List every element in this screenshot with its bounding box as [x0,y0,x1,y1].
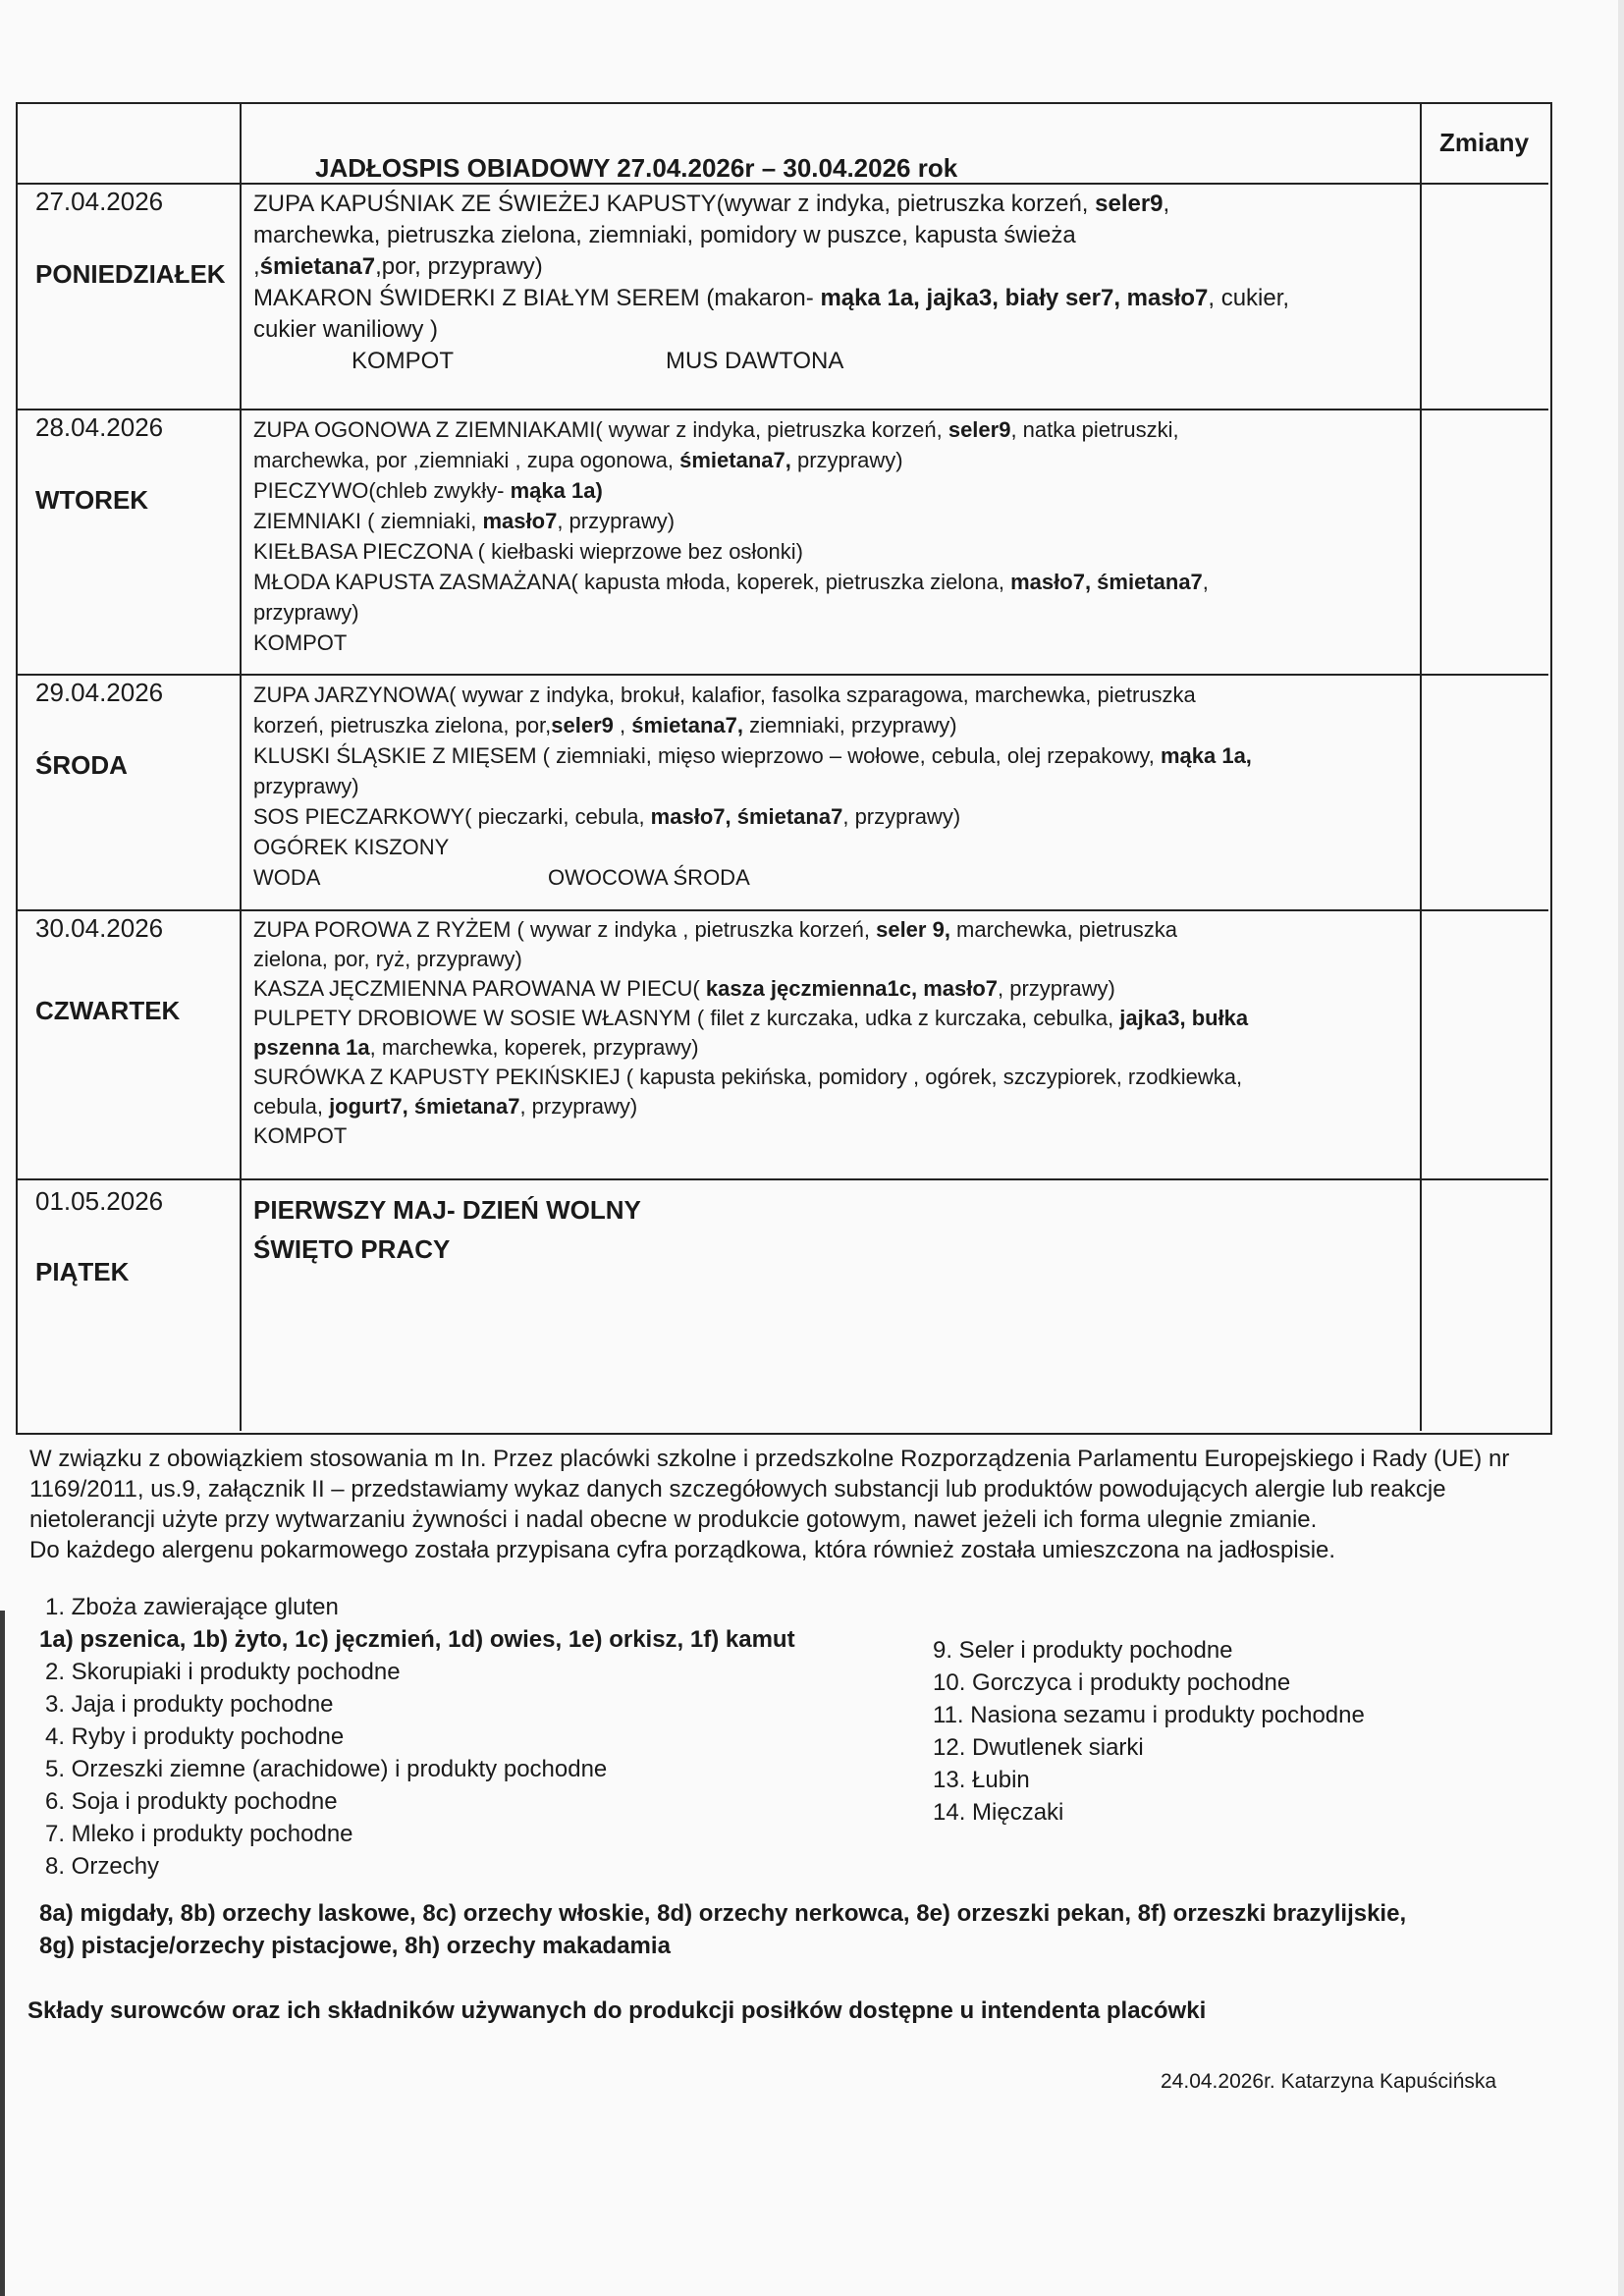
allergen-item: 14. Mięczaki [933,1799,1064,1826]
allergen-highlight: seler9 [947,417,1011,442]
dish-line [253,915,1432,945]
dish-line [253,1033,1432,1063]
dish-line [253,771,1432,801]
dish-text: , przyprawy) [842,804,961,829]
dish-text: , natka pietruszki, [1010,417,1179,442]
dish-text: cukier waniliowy ) [253,316,439,343]
dish-text: , przyprawy) [998,976,1115,1001]
legal-paragraph: W związku z obowiązkiem stosowania m In. Przez placówki szkolne i przedszkolne Rozporządzenia Parlamentu Europejskiego i Rady (UE) nr 1169/2011, us.9, załącznik II – przedstawiamy wykaz danych szczegółowych substancji lub produktów powodujących alergie lub reakcje nietolerancji użyte przy wytwarzaniu żywności i nadal obecne w produkcie gotowym, nawet jeżeli ich forma ulegnie zmianie. [29,1446,1510,1533]
dish-text: marchewka, pietruszka [949,917,1178,942]
dish-line [253,445,1432,475]
dish-text: ZUPA OGONOWA Z ZIEMNIAKAMI( wywar z indyka, pietruszka korzeń, [253,417,948,442]
day-date: 01.05.2026 [35,1186,164,1216]
day-dishes [253,189,1432,377]
scan-edge-right [1618,0,1624,2296]
dish-text: przyprawy) [790,448,903,472]
dish-text: ,por, przyprawy) [375,253,543,280]
dish-line [253,251,1432,283]
dish-text: przyprawy) [253,774,359,798]
menu-title: JADŁOSPIS OBIADOWY 27.04.2026r – 30.04.2026 rok [315,153,958,183]
allergen-item: 5. Orzeszki ziemne (arachidowe) i produkty pochodne [45,1756,608,1782]
dish-text: KIEŁBASA PIECZONA ( kiełbaski wieprzowe bez osłonki) [253,539,804,564]
day-dishes [253,680,1432,893]
allergen-item: 13. Łubin [933,1767,1030,1793]
nut-subtypes [39,1897,1571,1962]
day-name: WTOREK [35,485,149,515]
allergen-highlight: mąka 1a, [1160,743,1252,768]
dish-text: ZUPA POROWA Z RYŻEM ( wywar z indyka , pietruszka korzeń, [253,917,877,942]
column-divider-days [240,102,242,1431]
allergen-legal-notice [29,1444,1571,1565]
day-name: PONIEDZIAŁEK [35,259,226,289]
row-divider [16,409,1548,410]
allergen-items [933,1634,1483,1829]
changes-column-header: Zmiany [1439,128,1530,157]
dish-line [253,536,1432,567]
dish-extras [253,862,1432,893]
holiday-line: ŚWIĘTO PRACY [253,1234,451,1264]
dish-text: ZUPA JARZYNOWA( wywar z indyka, brokuł, kalafior, fasolka szparagowa, marchewka, pietruszka [253,683,1196,707]
dish-text: MŁODA KAPUSTA ZASMAŻANA( kapusta młoda, koperek, pietruszka zielona, [253,570,1011,594]
allergen-item: 11. Nasiona sezamu i produkty pochodne [933,1702,1365,1728]
dish-text: , [613,713,632,738]
row-divider [16,1178,1548,1180]
allergen-highlight: kasza jęczmienna1c, masło7 [705,976,999,1001]
allergen-highlight: jogurt7, śmietana7 [329,1094,520,1119]
dish-line [253,414,1432,445]
day-date: 30.04.2026 [35,913,164,943]
dish-text: przyprawy) [253,600,359,625]
row-divider [16,909,1548,911]
dish-text: ZUPA KAPUŚNIAK ZE ŚWIEŻEJ KAPUSTY(wywar z indyka, pietruszka korzeń, [253,191,1096,217]
menu-table [16,102,1550,1433]
dish-text: MAKARON ŚWIDERKI Z BIAŁYM SEREM (makaron- [253,285,821,311]
allergen-highlight: masło7, śmietana7 [1010,570,1203,594]
dish-line [253,1063,1432,1092]
date-signature: 24.04.2026r. Katarzyna Kapuścińska [1161,2070,1497,2093]
legal-paragraph: Do każdego alergenu pokarmowego została przypisana cyfra porządkowa, która również została umieszczona na jadłospisie. [29,1537,1336,1563]
dish-line [253,974,1432,1004]
dish-text: PIECZYWO(chleb zwykły- [253,478,511,503]
scan-edge-shadow [0,1611,5,2296]
allergen-highlight: śmietana7, [631,713,743,738]
allergen-list-left [39,1591,929,1883]
dish-text: KOMPOT [253,1123,348,1148]
extra-right: MUS DAWTONA [666,348,844,374]
dish-text: SURÓWKA Z KAPUSTY PEKIŃSKIEJ ( kapusta pekińska, pomidory , ogórek, szczypiorek, rzodkiewka, [253,1065,1243,1089]
dish-line [253,314,1432,346]
dish-text: PULPETY DROBIOWE W SOSIE WŁASNYM ( filet z kurczaka, udka z kurczaka, cebulka, [253,1006,1120,1030]
day-date: 27.04.2026 [35,187,164,216]
dish-text: , [1163,191,1170,217]
dish-line [253,189,1432,220]
day-name: CZWARTEK [35,996,181,1025]
extra-left: WODA [253,865,321,890]
allergen-highlight: masło7, śmietana7 [650,804,843,829]
dish-text: , [1202,570,1209,594]
dish-text: , przyprawy) [519,1094,638,1119]
day-dishes [253,1190,1432,1269]
allergen-item: 4. Ryby i produkty pochodne [45,1723,345,1750]
allergen-highlight: śmietana7, [679,448,791,472]
day-dishes [253,915,1432,1151]
dish-line [253,628,1432,658]
ingredients-availability-note: Składy surowców oraz ich składników używanych do produkcji posiłków dostępne u intendenta placówki [27,1997,1207,2024]
dish-line [253,740,1432,771]
dish-line [253,283,1432,314]
day-name: ŚRODA [35,750,128,780]
dish-line [253,597,1432,628]
allergen-highlight: mąka 1a, jajka3, biały ser7, masło7 [820,285,1209,311]
allergen-item: 1. Zboża zawierające gluten [45,1594,339,1620]
dish-text: SOS PIECZARKOWY( pieczarki, cebula, [253,804,651,829]
dish-line [253,220,1432,251]
dish-text: ziemniaki, przyprawy) [742,713,957,738]
allergen-highlight: śmietana7 [259,253,376,280]
dish-text: , marchewka, koperek, przyprawy) [369,1035,699,1060]
dish-text: korzeń, pietruszka zielona, por, [253,713,552,738]
allergen-highlight: seler9 [1095,191,1164,217]
allergen-subitems: 1a) pszenica, 1b) żyto, 1c) jęczmień, 1d) owies, 1e) orkisz, 1f) kamut [39,1626,795,1653]
allergen-highlight: seler 9, [876,917,950,942]
dish-line [253,1121,1432,1151]
dish-line [253,567,1432,597]
day-date: 28.04.2026 [35,412,164,442]
allergen-highlight: pszenna 1a [253,1035,370,1060]
dish-text: , przyprawy) [557,509,676,533]
day-dishes [253,414,1432,658]
dish-line [253,1004,1432,1033]
allergen-item: 3. Jaja i produkty pochodne [45,1691,334,1718]
row-divider [16,674,1548,676]
extra-right: OWOCOWA ŚRODA [548,865,750,890]
dish-line [253,1092,1432,1121]
allergen-highlight: masło7 [482,509,558,533]
allergen-item: 9. Seler i produkty pochodne [933,1637,1233,1664]
dish-text: KASZA JĘCZMIENNA PAROWANA W PIECU( [253,976,706,1001]
dish-line [253,680,1432,710]
dish-line [253,710,1432,740]
dish-line [253,945,1432,974]
allergen-highlight: jajka3, bułka [1119,1006,1249,1030]
allergen-items [45,1656,929,1883]
nut-subtypes-line: 8g) pistacje/orzechy pistacjowe, 8h) orzechy makadamia [39,1933,671,1959]
allergen-list-right [933,1634,1483,1829]
dish-text: , [253,253,260,280]
allergen-item: 12. Dwutlenek siarki [933,1734,1144,1761]
dish-text: marchewka, por ,ziemniaki , zupa ogonowa, [253,448,680,472]
allergen-highlight: seler9 [551,713,614,738]
dish-text: KLUSKI ŚLĄSKIE Z MIĘSEM ( ziemniaki, mięso wieprzowo – wołowe, cebula, olej rzepakowy, [253,743,1161,768]
dish-line [253,832,1432,862]
allergen-item: 7. Mleko i produkty pochodne [45,1821,353,1847]
holiday-line: PIERWSZY MAJ- DZIEŃ WOLNY [253,1195,641,1225]
nut-subtypes-line: 8a) migdały, 8b) orzechy laskowe, 8c) orzechy włoskie, 8d) orzechy nerkowca, 8e) orzeszki pekan, 8f) orzeszki brazylijskie, [39,1900,1407,1927]
allergen-highlight: mąka 1a) [510,478,603,503]
dish-line [253,506,1432,536]
dish-text: OGÓREK KISZONY [253,835,450,859]
dish-text: marchewka, pietruszka zielona, ziemniaki, pomidory w puszce, kapusta świeża [253,222,1076,248]
allergen-item: 6. Soja i produkty pochodne [45,1788,338,1815]
dish-extras [253,346,1432,377]
extra-left: KOMPOT [352,348,455,374]
allergen-item: 2. Skorupiaki i produkty pochodne [45,1659,401,1685]
dish-line [253,475,1432,506]
dish-text: zielona, por, ryż, przyprawy) [253,947,522,971]
dish-line [253,801,1432,832]
day-date: 29.04.2026 [35,678,164,707]
day-name: PIĄTEK [35,1257,130,1286]
dish-text: KOMPOT [253,630,348,655]
allergen-item: 8. Orzechy [45,1853,160,1880]
dish-text: ZIEMNIAKI ( ziemniaki, [253,509,483,533]
dish-text: , cukier, [1208,285,1290,311]
dish-text: cebula, [253,1094,330,1119]
allergen-item: 10. Gorczyca i produkty pochodne [933,1669,1291,1696]
